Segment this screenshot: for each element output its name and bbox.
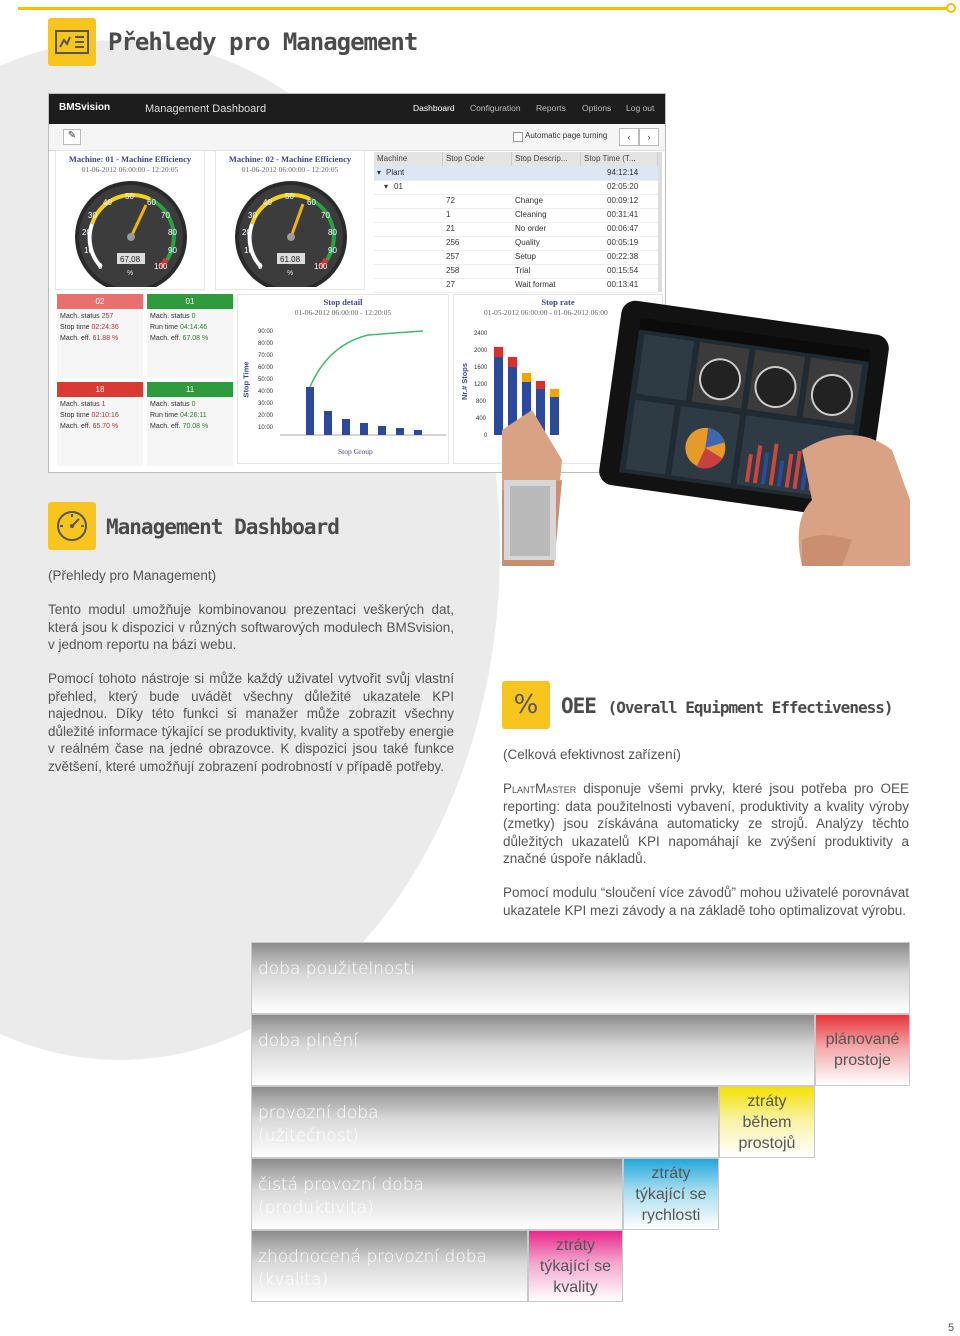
- chart-range: 01-06-2012 06:00:00 - 12:20:05: [294, 308, 392, 317]
- gauge-range: 01-06-2012 06:00:00 - 12:20:05: [241, 165, 339, 174]
- table-row[interactable]: 72 Change 00:09:12: [374, 194, 658, 209]
- oee-level-loading-time: doba plnění: [251, 1014, 815, 1086]
- gauge-value: 67.08: [120, 255, 141, 264]
- section-paragraph: Pomocí tohoto nástroje si může každý uživatel vytvořit svůj vlastní přehled, který bude uvádět všechny důležité ukazatele KPI najednou. Díky této funkci si manažer může zobrazit všechny důležité informace týkající se produktivity, kvality a spotřeby energie v reálném čase na jedné obrazovce. K dispozici jsou také funkce zvětšení, které umožňují zobrazení podrobností v případě potřeby.: [48, 671, 454, 774]
- gauge-tick: 60: [307, 198, 316, 207]
- gauge-tick: 30: [248, 211, 257, 220]
- svg-text:30:00: 30:00: [258, 401, 274, 407]
- chart-title: Stop detail: [323, 297, 363, 307]
- gauge-unit: %: [287, 270, 294, 277]
- gauge-tick: 10: [244, 246, 253, 255]
- y-axis-label: Nr.# Stops: [460, 362, 470, 401]
- section-paragraph: Tento modul umožňuje kombinovanou prezentaci veškerých dat, která jsou k dispozici v různých softwarových modulech BMSvision, v jednom reportu na bázi webu.: [48, 602, 454, 652]
- machine-card[interactable]: 01 Mach. status 0 Run time 04:14:46 Mach. eff. 67.08 %: [147, 294, 233, 378]
- svg-text:2000: 2000: [474, 348, 488, 354]
- svg-text:60:00: 60:00: [258, 365, 274, 371]
- svg-text:50:00: 50:00: [258, 377, 274, 383]
- stop-table: [374, 152, 662, 292]
- oee-level-availability-time: doba použitelnosti: [251, 942, 910, 1014]
- section-title: Management Dashboard: [106, 515, 339, 539]
- gauge-dial: [230, 177, 352, 287]
- page-title: Přehledy pro Management: [108, 28, 418, 56]
- oee-level-net-operating-time: čistá provozní doba (produktivita): [251, 1158, 623, 1230]
- svg-text:2400: 2400: [474, 331, 488, 337]
- gauge-tick: 50: [285, 192, 294, 201]
- gauge-tick: 0: [258, 262, 263, 271]
- loss-downtime: ztráty během prostojů: [719, 1086, 815, 1158]
- top-rule-dot: [946, 3, 956, 13]
- app-title: Management Dashboard: [145, 103, 267, 115]
- stop-detail-chart: [237, 294, 449, 464]
- chart-title: Stop rate: [541, 297, 575, 307]
- machine-card[interactable]: 02 Mach. status 257 Stop time 02:24:36 Mach. eff. 61.88 %: [57, 294, 143, 378]
- svg-text:0: 0: [484, 433, 488, 439]
- loss-quality: ztráty týkající se kvality: [528, 1230, 623, 1302]
- report-icon: [48, 18, 96, 66]
- app-bar: [49, 94, 665, 124]
- table-scrollbar[interactable]: [658, 152, 662, 292]
- oee-level-valuable-operating-time: zhodnocená provozní doba (kvalita): [251, 1230, 528, 1302]
- gauge-icon: [48, 502, 96, 550]
- section-subtitle: (Přehledy pro Management): [48, 568, 217, 583]
- svg-text:90:00: 90:00: [258, 329, 274, 335]
- svg-text:20:00: 20:00: [258, 413, 274, 419]
- y-axis-label: Stop Time: [241, 361, 251, 398]
- gauge-tick: 40: [103, 198, 112, 207]
- tablet-photo: [502, 300, 910, 566]
- edit-icon[interactable]: ✎: [63, 129, 81, 145]
- oee-level-operating-time: provozní doba (užitečnost): [251, 1086, 719, 1158]
- auto-turning-checkbox[interactable]: [513, 132, 523, 142]
- svg-text:10:00: 10:00: [258, 425, 274, 431]
- prev-page-icon[interactable]: ‹: [619, 128, 639, 146]
- section-subtitle: (Celková efektivnost zařízení): [503, 747, 681, 762]
- chart-range: 01-05-2012 06:00:00 - 01-06-2012 06:00: [484, 308, 608, 317]
- next-page-icon[interactable]: ›: [639, 128, 659, 146]
- svg-text:70:00: 70:00: [258, 353, 274, 359]
- gauge-range: 01-06-2012 06:00:00 - 12:20:05: [81, 165, 179, 174]
- gauge-tick: 90: [168, 246, 177, 255]
- gauge-tick: 80: [328, 228, 337, 237]
- table-header[interactable]: Stop Time (T...: [581, 152, 658, 166]
- gauge-tick: 40: [263, 198, 272, 207]
- gauge-tick: 0: [98, 262, 103, 271]
- brand-logo: BMSvision: [59, 102, 111, 113]
- gauge-title: Machine: 01 - Machine Efficiency: [68, 154, 192, 164]
- svg-text:80:00: 80:00: [258, 341, 274, 347]
- loss-speed: ztráty týkající se rychlosti: [623, 1158, 719, 1230]
- gauge-tick: 10: [84, 246, 93, 255]
- brand-name: PlantMaster: [503, 781, 577, 796]
- table-row[interactable]: ▾ Plant 94:12:14: [374, 166, 658, 181]
- gauge-tick: 50: [125, 192, 134, 201]
- gauge-dial: [70, 177, 192, 287]
- menu-options[interactable]: Options: [582, 103, 612, 113]
- section-paragraph: Pomocí modulu “sloučení více závodů” mohou uživatelé porovnávat ukazatele KPI mezi závody a na základě toho optimalizovat výrobu.: [503, 885, 909, 918]
- percent-icon: %: [502, 681, 550, 729]
- svg-text:40:00: 40:00: [258, 389, 274, 395]
- gauge-tick: 30: [88, 211, 97, 220]
- x-axis-label: Stop Group: [338, 447, 373, 456]
- gauge-tick: 20: [242, 228, 251, 237]
- gauge-tick: 100: [154, 262, 168, 271]
- section-paragraph: PlantMaster disponuje všemi prvky, které jsou potřeba pro OEE reporting: data použitelnosti vybavení, produktivity a kvality výroby (zmetky) jsou získávána automaticky ze strojů. Analýzy těchto důležitých ukazatelů KPI napomáhají ke zvýšení produktivity a značné úspoře nákladů.: [503, 781, 909, 866]
- machine-card[interactable]: 11 Mach. status 0 Run time 04:26:11 Mach. eff. 70.08 %: [147, 382, 233, 466]
- table-row[interactable]: 256 Quality 00:05:19: [374, 236, 658, 251]
- svg-text:800: 800: [476, 399, 487, 405]
- gauge-tick: 80: [168, 228, 177, 237]
- table-row[interactable]: ▾ 01 02:05:20: [374, 180, 658, 195]
- table-row[interactable]: 1 Cleaning 00:31:41: [374, 208, 658, 223]
- auto-turning-label: Automatic page turning: [525, 131, 608, 140]
- page-number: 5: [948, 1322, 955, 1334]
- gauge-tick: 60: [147, 198, 156, 207]
- section-title: OEE (Overall Equipment Effectiveness): [561, 694, 893, 718]
- gauge-tick: 70: [161, 211, 170, 220]
- gauge-tick: 70: [321, 211, 330, 220]
- table-row[interactable]: 257 Setup 00:22:38: [374, 250, 658, 265]
- machine-card[interactable]: 18 Mach. status 1 Stop time 02:10:16 Mach. eff. 65.70 %: [57, 382, 143, 466]
- loss-planned-downtime: plánované prostoje: [815, 1014, 910, 1086]
- gauge-title: Machine: 02 - Machine Efficiency: [228, 154, 352, 164]
- gauge-panel-01: [55, 150, 205, 290]
- top-rule: [18, 7, 950, 10]
- toolbar: [49, 124, 665, 151]
- table-header[interactable]: Machine: [374, 152, 443, 166]
- gauge-panel-02: [215, 150, 365, 290]
- menu-dashboard[interactable]: Dashboard: [413, 103, 455, 113]
- table-row[interactable]: 258 Trial 00:15:54: [374, 264, 658, 279]
- menu-configuration[interactable]: Configuration: [470, 103, 521, 113]
- gauge-tick: 20: [82, 228, 91, 237]
- gauge-tick: 90: [328, 246, 337, 255]
- table-row[interactable]: 21 No order 00:06:47: [374, 222, 658, 237]
- gauge-unit: %: [127, 270, 134, 277]
- svg-text:1200: 1200: [474, 382, 488, 388]
- gauge-value: 61.08: [280, 255, 301, 264]
- menu-reports[interactable]: Reports: [536, 103, 566, 113]
- svg-text:1600: 1600: [474, 365, 488, 371]
- table-row[interactable]: 27 Wait format 00:13:41: [374, 278, 658, 293]
- svg-text:400: 400: [476, 416, 487, 422]
- menu-logout[interactable]: Log out: [626, 103, 655, 113]
- stop-detail-plot: [258, 325, 448, 455]
- table-header[interactable]: Stop Descrip...: [512, 152, 581, 166]
- gauge-tick: 100: [314, 262, 328, 271]
- table-header[interactable]: Stop Code: [443, 152, 512, 166]
